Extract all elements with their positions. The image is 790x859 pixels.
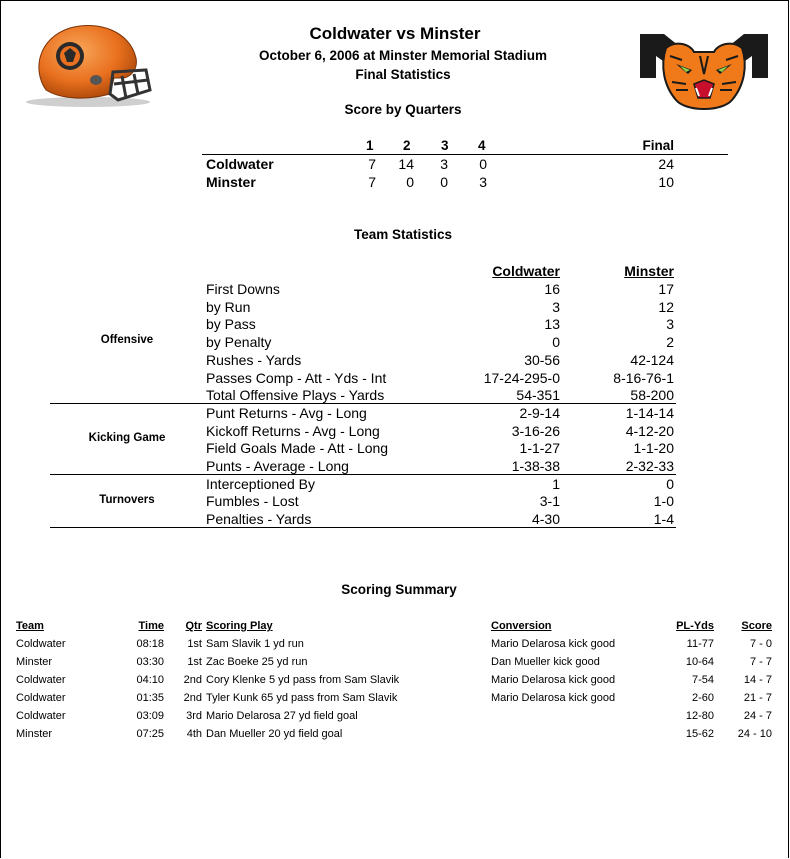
ss-play: Tyler Kunk 65 yd pass from Sam Slavik xyxy=(206,692,398,704)
quarter-2-header: 2 xyxy=(403,138,411,153)
game-info: October 6, 2006 at Minster Memorial Stadium xyxy=(258,48,548,63)
ss-header-team: Team xyxy=(16,620,44,632)
ss-header-conversion: Conversion xyxy=(491,620,552,632)
ts-row-label: First Downs xyxy=(206,281,280,297)
ss-qtr: 4th xyxy=(186,728,202,740)
ss-plyds: 10-64 xyxy=(685,656,714,668)
ts-row-minster: 8-16-76-1 xyxy=(613,370,674,386)
ts-row-label: by Pass xyxy=(206,316,256,332)
ts-header-coldwater: Coldwater xyxy=(492,263,560,279)
ss-time: 03:30 xyxy=(136,656,164,668)
ts-row-minster: 58-200 xyxy=(630,387,674,403)
ss-header-score: Score xyxy=(741,620,772,632)
ss-plyds: 11-77 xyxy=(686,638,714,650)
ss-score: 7 - 0 xyxy=(749,638,772,650)
ss-team: Coldwater xyxy=(16,674,66,686)
ts-row-coldwater: 17-24-295-0 xyxy=(483,370,560,386)
ss-time: 04:10 xyxy=(136,674,164,686)
ts-row-coldwater: 3-1 xyxy=(539,493,560,509)
ts-row-label: Punt Returns - Avg - Long xyxy=(206,405,367,421)
ss-play: Dan Mueller 20 yd field goal xyxy=(206,728,343,740)
ss-score: 24 - 10 xyxy=(737,728,772,740)
ss-score: 24 - 7 xyxy=(743,710,772,722)
ss-team: Coldwater xyxy=(16,638,66,650)
ss-score: 7 - 7 xyxy=(749,656,772,668)
ts-row-minster: 1-1-20 xyxy=(633,440,674,456)
ss-header-qtr: Qtr xyxy=(185,620,202,632)
ts-row-minster: 3 xyxy=(666,316,674,332)
sq-final: 24 xyxy=(658,156,674,172)
ss-time: 01:35 xyxy=(136,692,164,704)
ss-plyds: 2-60 xyxy=(691,692,714,704)
ts-row-label: Passes Comp - Att - Yds - Int xyxy=(206,370,387,386)
category-kicking-game: Kicking Game xyxy=(88,432,166,444)
sq-cell: 7 xyxy=(368,174,376,190)
report-name: Final Statistics xyxy=(355,67,451,82)
ts-row-coldwater: 0 xyxy=(552,334,560,350)
ts-row-minster: 1-0 xyxy=(653,493,674,509)
ss-conversion: Mario Delarosa kick good xyxy=(491,692,616,704)
ss-plyds: 12-80 xyxy=(685,710,714,722)
sq-cell: 14 xyxy=(398,156,414,172)
ts-row-label: Field Goals Made - Att - Long xyxy=(206,440,389,456)
ss-score: 14 - 7 xyxy=(743,674,772,686)
ss-play: Mario Delarosa 27 yd field goal xyxy=(206,710,358,722)
ts-row-minster: 4-12-20 xyxy=(625,423,674,439)
ss-time: 08:18 xyxy=(136,638,164,650)
ss-header-plyds: PL-Yds xyxy=(676,620,714,632)
ts-row-minster: 12 xyxy=(658,299,674,315)
ss-qtr: 2nd xyxy=(183,674,202,686)
report-title: Coldwater vs Minster xyxy=(309,24,481,43)
ts-row-minster: 42-124 xyxy=(630,352,674,368)
ss-qtr: 1st xyxy=(187,656,202,668)
ss-qtr: 2nd xyxy=(183,692,202,704)
team-statistics-heading: Team Statistics xyxy=(353,227,453,242)
ts-row-coldwater: 1-38-38 xyxy=(511,458,560,474)
ts-row-coldwater: 2-9-14 xyxy=(519,405,560,421)
ts-row-coldwater: 30-56 xyxy=(524,352,560,368)
ts-row-coldwater: 1-1-27 xyxy=(519,440,560,456)
ss-conversion: Mario Delarosa kick good xyxy=(491,638,616,650)
ts-row-label: by Penalty xyxy=(206,334,272,350)
ss-team: Minster xyxy=(16,656,53,668)
ss-plyds: 15-62 xyxy=(685,728,714,740)
ss-play: Sam Slavik 1 yd run xyxy=(206,638,304,650)
sq-cell: 3 xyxy=(440,156,448,172)
ts-row-minster: 2 xyxy=(666,334,674,350)
ss-plyds: 7-54 xyxy=(691,674,714,686)
ts-row-label: by Run xyxy=(206,299,251,315)
sq-cell: 0 xyxy=(479,156,487,172)
ts-row-minster: 2-32-33 xyxy=(625,458,674,474)
ss-qtr: 1st xyxy=(187,638,202,650)
sq-cell: 0 xyxy=(440,174,448,190)
quarter-1-header: 1 xyxy=(366,138,374,153)
sq-cell: 0 xyxy=(406,174,414,190)
ts-row-label: Kickoff Returns - Avg - Long xyxy=(206,423,380,439)
ts-row-coldwater: 54-351 xyxy=(516,387,560,403)
ts-row-coldwater: 1 xyxy=(552,476,560,492)
category-offensive: Offensive xyxy=(100,334,154,346)
final-header: Final xyxy=(642,138,674,153)
ts-row-coldwater: 13 xyxy=(544,316,560,332)
ts-row-minster: 1-4 xyxy=(653,511,674,527)
ts-row-coldwater: 16 xyxy=(544,281,560,297)
sq-cell: 3 xyxy=(479,174,487,190)
ss-header-play: Scoring Play xyxy=(206,620,273,632)
sq-team-coldwater: Coldwater xyxy=(206,156,274,172)
ts-row-minster: 1-14-14 xyxy=(625,405,674,421)
ts-row-label: Fumbles - Lost xyxy=(206,493,299,509)
ss-conversion: Mario Delarosa kick good xyxy=(491,674,616,686)
scoring-summary-heading: Scoring Summary xyxy=(341,582,457,597)
quarter-3-header: 3 xyxy=(441,138,449,153)
ts-row-minster: 0 xyxy=(666,476,674,492)
ss-team: Minster xyxy=(16,728,53,740)
ts-row-minster: 17 xyxy=(658,281,674,297)
category-turnovers: Turnovers xyxy=(99,494,155,506)
ts-row-label: Interceptioned By xyxy=(206,476,315,492)
sq-team-minster: Minster xyxy=(206,174,256,190)
ts-row-coldwater: 4-30 xyxy=(531,511,560,527)
kicking-rule xyxy=(50,474,676,475)
quarter-4-header: 4 xyxy=(478,138,486,153)
score-header-rule xyxy=(202,154,728,155)
ts-row-label: Punts - Average - Long xyxy=(206,458,349,474)
ss-team: Coldwater xyxy=(16,692,66,704)
ss-qtr: 3rd xyxy=(186,710,202,722)
turnovers-rule xyxy=(50,527,676,528)
ts-row-coldwater: 3 xyxy=(552,299,560,315)
sq-cell: 7 xyxy=(368,156,376,172)
ss-score: 21 - 7 xyxy=(743,692,772,704)
ss-play: Cory Klenke 5 yd pass from Sam Slavik xyxy=(206,674,400,686)
sq-final: 10 xyxy=(658,174,674,190)
ts-row-label: Total Offensive Plays - Yards xyxy=(206,387,385,403)
ts-row-label: Penalties - Yards xyxy=(206,511,312,527)
offensive-rule xyxy=(50,403,676,404)
ss-time: 03:09 xyxy=(136,710,164,722)
ts-row-label: Rushes - Yards xyxy=(206,352,302,368)
ts-header-minster: Minster xyxy=(624,263,674,279)
ss-play: Zac Boeke 25 yd run xyxy=(206,656,308,668)
ss-conversion: Dan Mueller kick good xyxy=(491,656,600,668)
ss-header-time: Time xyxy=(138,620,164,632)
score-by-quarters-heading: Score by Quarters xyxy=(344,102,462,117)
ss-time: 07:25 xyxy=(136,728,164,740)
ss-team: Coldwater xyxy=(16,710,66,722)
ts-row-coldwater: 3-16-26 xyxy=(511,423,560,439)
